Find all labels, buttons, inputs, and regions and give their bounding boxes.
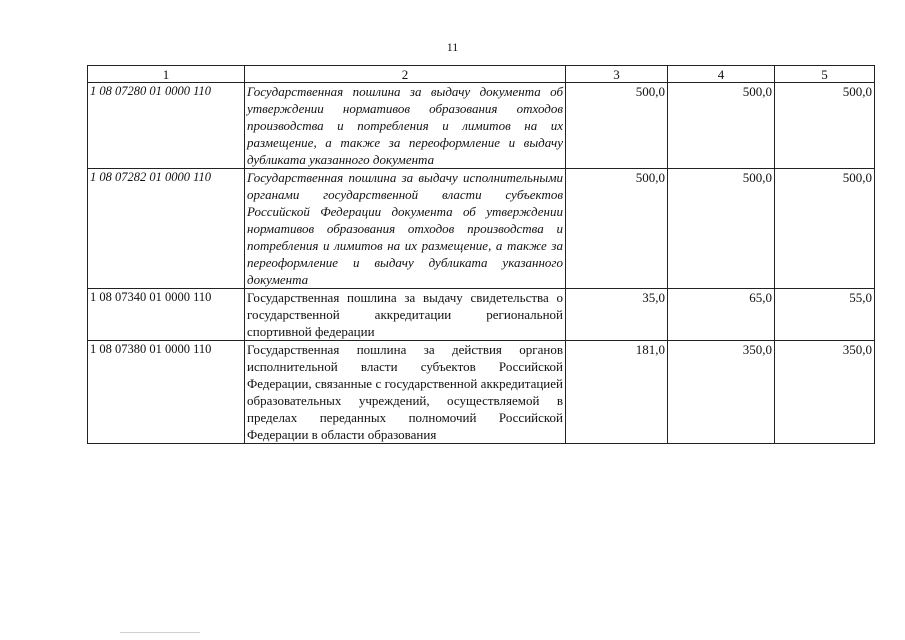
row-value-col4: 65,0: [668, 289, 775, 341]
column-header-3: 3: [566, 66, 668, 83]
row-value-col5: 55,0: [775, 289, 875, 341]
row-value-col4: 350,0: [668, 341, 775, 444]
row-value-col4: 500,0: [668, 169, 775, 289]
row-description: Государственная пошлина за действия органов исполнительной власти субъектов Российской Федерации, связанные с государственной аккредитацией образовательных учреждений, осуществляемой в пределах переданных полномочий Российской Федерации в области образования: [245, 341, 566, 444]
row-value-col3: 35,0: [566, 289, 668, 341]
column-header-1: 1: [88, 66, 245, 83]
row-value-col4: 500,0: [668, 83, 775, 169]
table-row: [88, 83, 875, 169]
row-code: 1 08 07380 01 0000 110: [88, 341, 245, 444]
header-row: [88, 66, 875, 83]
row-description: Государственная пошлина за выдачу исполнительными органами государственной власти субъектов Российской Федерации документа об утверждении нормативов образования отходов производства и потребления и лимитов на их размещение, а также за переоформление и выдачу дубликата указанного документа: [245, 169, 566, 289]
column-header-5: 5: [775, 66, 875, 83]
page-number: 11: [446, 40, 459, 54]
table-row: [88, 341, 875, 444]
row-value-col5: 350,0: [775, 341, 875, 444]
table-row: [88, 169, 875, 289]
column-header-2: 2: [245, 66, 566, 83]
row-value-col3: 181,0: [566, 341, 668, 444]
row-value-col5: 500,0: [775, 169, 875, 289]
row-value-col3: 500,0: [566, 83, 668, 169]
row-value-col5: 500,0: [775, 83, 875, 169]
row-description: Государственная пошлина за выдачу свидетельства о государственной аккредитации региональной спортивной федерации: [245, 289, 566, 341]
row-code: 1 08 07282 01 0000 110: [88, 169, 245, 289]
row-value-col3: 500,0: [566, 169, 668, 289]
row-description: Государственная пошлина за выдачу документа об утверждении нормативов образования отходов производства и потребления и лимитов на их размещение, а также за переоформление и выдачу дубликата указанного документа: [245, 83, 566, 169]
budget-table: [87, 65, 875, 444]
row-code: 1 08 07340 01 0000 110: [88, 289, 245, 341]
column-header-4: 4: [668, 66, 775, 83]
scan-artifact-line: [120, 632, 200, 633]
row-code: 1 08 07280 01 0000 110: [88, 83, 245, 169]
table-row: [88, 289, 875, 341]
